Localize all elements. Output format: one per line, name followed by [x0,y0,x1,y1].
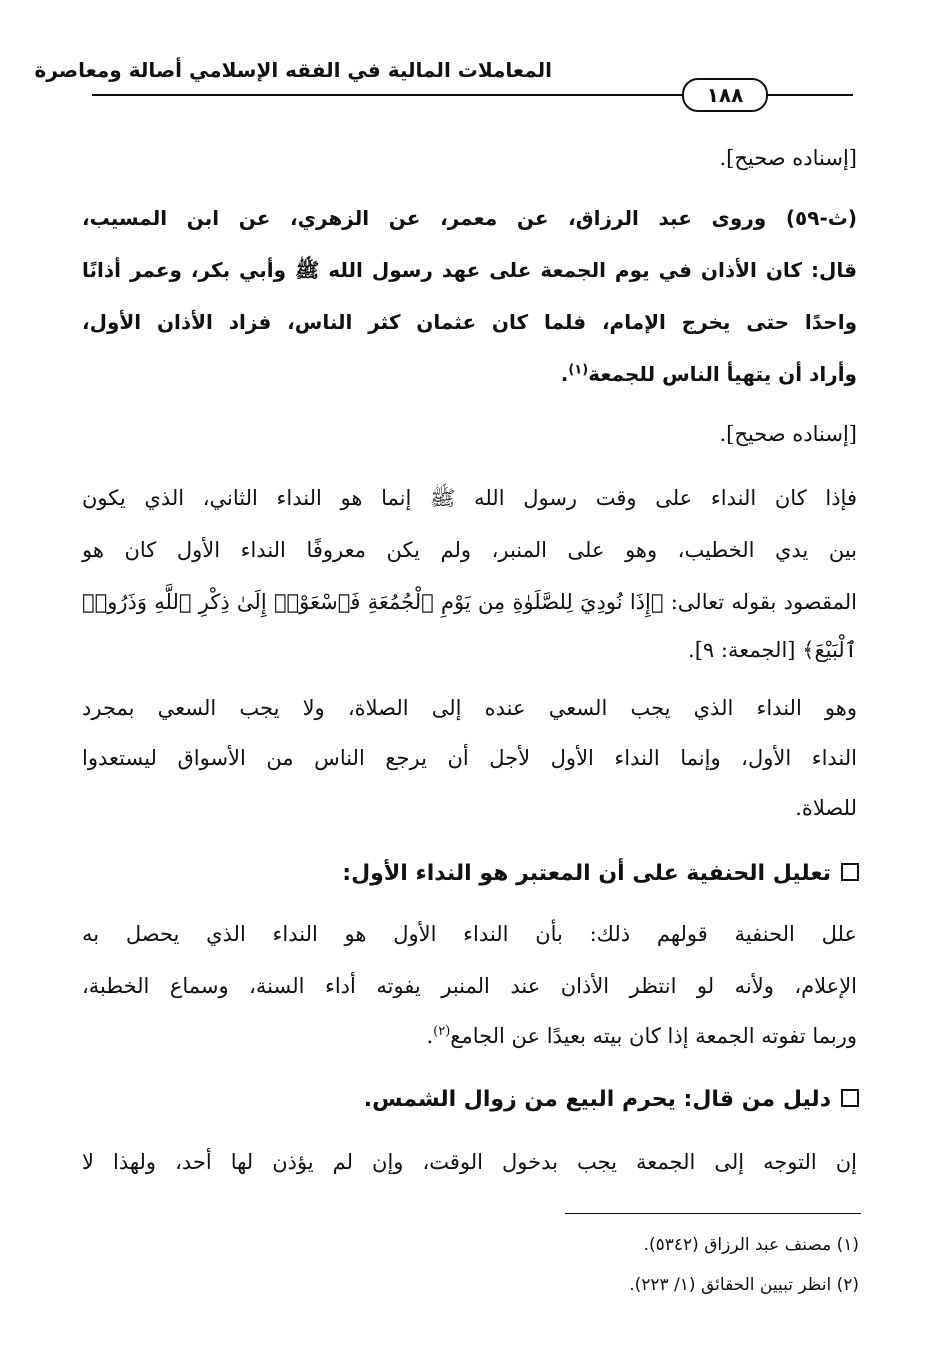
footnote-ref: (١) [568,362,589,378]
running-head-title: المعاملات المالية في الفقه الإسلامي أصالة ومعاصرة [34,58,552,82]
isnad-note: [إسناده صحيح]. [719,422,857,446]
text-line: بين يدي الخطيب، وهو على المنبر، ولم يكن معروفًا النداء الأول كان هو [82,538,857,562]
text-line: للصلاة. [795,796,857,820]
text-fragment: . [426,1024,434,1048]
footnote: (١) مصنف عبد الرزاق (٥٣٤٢). [643,1235,859,1255]
text-fragment: وأراد أن يتهيأ الناس للجمعة [588,362,857,386]
header-rule [92,94,682,96]
text-line: النداء الأول، وإنما النداء الأول لأجل أن يرجع الناس من الأسواق ليستعدوا [82,746,858,770]
footnote-ref: (٢) [433,1024,451,1039]
text-line: فإذا كان النداء على وقت رسول الله ﷺ إنما هو النداء الثاني، الذي يكون [82,486,857,510]
section-heading-text: دليل من قال: يحرم البيع من زوال الشمس. [363,1087,831,1112]
isnad-note: [إسناده صحيح]. [719,146,857,170]
section-heading [364,1080,859,1120]
text-line [426,1016,857,1056]
text-line: قال: كان الأذان في يوم الجمعة على عهد رسول الله ﷺ وأبي بكر، وعمر أذانًا [82,258,857,282]
text-line: وهو النداء الذي يجب السعي عنده إلى الصلاة، ولا يجب السعي بمجرد [82,696,857,720]
text-line: إن التوجه إلى الجمعة يجب بدخول الوقت، وإن لم يؤذن لها أحد، ولهذا لا [82,1150,857,1174]
square-bullet-icon [841,863,859,881]
text-line: واحدًا حتى يخرج الإمام، فلما كان عثمان كثر الناس، فزاد الأذان الأول، [82,310,857,334]
footnote-rule [565,1213,861,1214]
header-rule [767,94,853,96]
text-line [561,354,857,394]
section-heading-text: تعليل الحنفية على أن المعتبر هو النداء الأول: [342,861,831,886]
text-line: المقصود بقوله تعالى: ﴿إِذَا نُودِيَ لِلصَّلَوٰةِ مِن يَوْمِ ٱلْجُمُعَةِ فَٱسْعَوْا۟ إِلَىٰ ذِكْرِ ٱللَّهِ وَذَرُوا۟ [82,590,857,614]
text-line: الإعلام، ولأنه لو انتظر الأذان عند المنبر يفوته أداء السنة، وسماع الخطبة، [82,974,857,998]
text-line: ٱلْبَيْعَ﴾ [الجمعة: ٩]. [688,638,857,662]
text-line: (ث-٥٩) وروى عبد الرزاق، عن معمر، عن الزهري، عن ابن المسيب، [82,206,857,230]
square-bullet-icon [841,1089,859,1107]
text-fragment: وربما تفوته الجمعة إذا كان بيته بعيدًا عن الجامع [450,1024,857,1048]
text-line: علل الحنفية قولهم ذلك: بأن النداء الأول هو النداء الذي يحصل به [82,922,857,946]
text-fragment: . [560,362,569,386]
footnote: (٢) انظر تبيين الحقائق (١/ ٢٢٣). [629,1275,859,1295]
section-heading [342,854,859,894]
page-number-badge: ١٨٨ [682,78,768,112]
